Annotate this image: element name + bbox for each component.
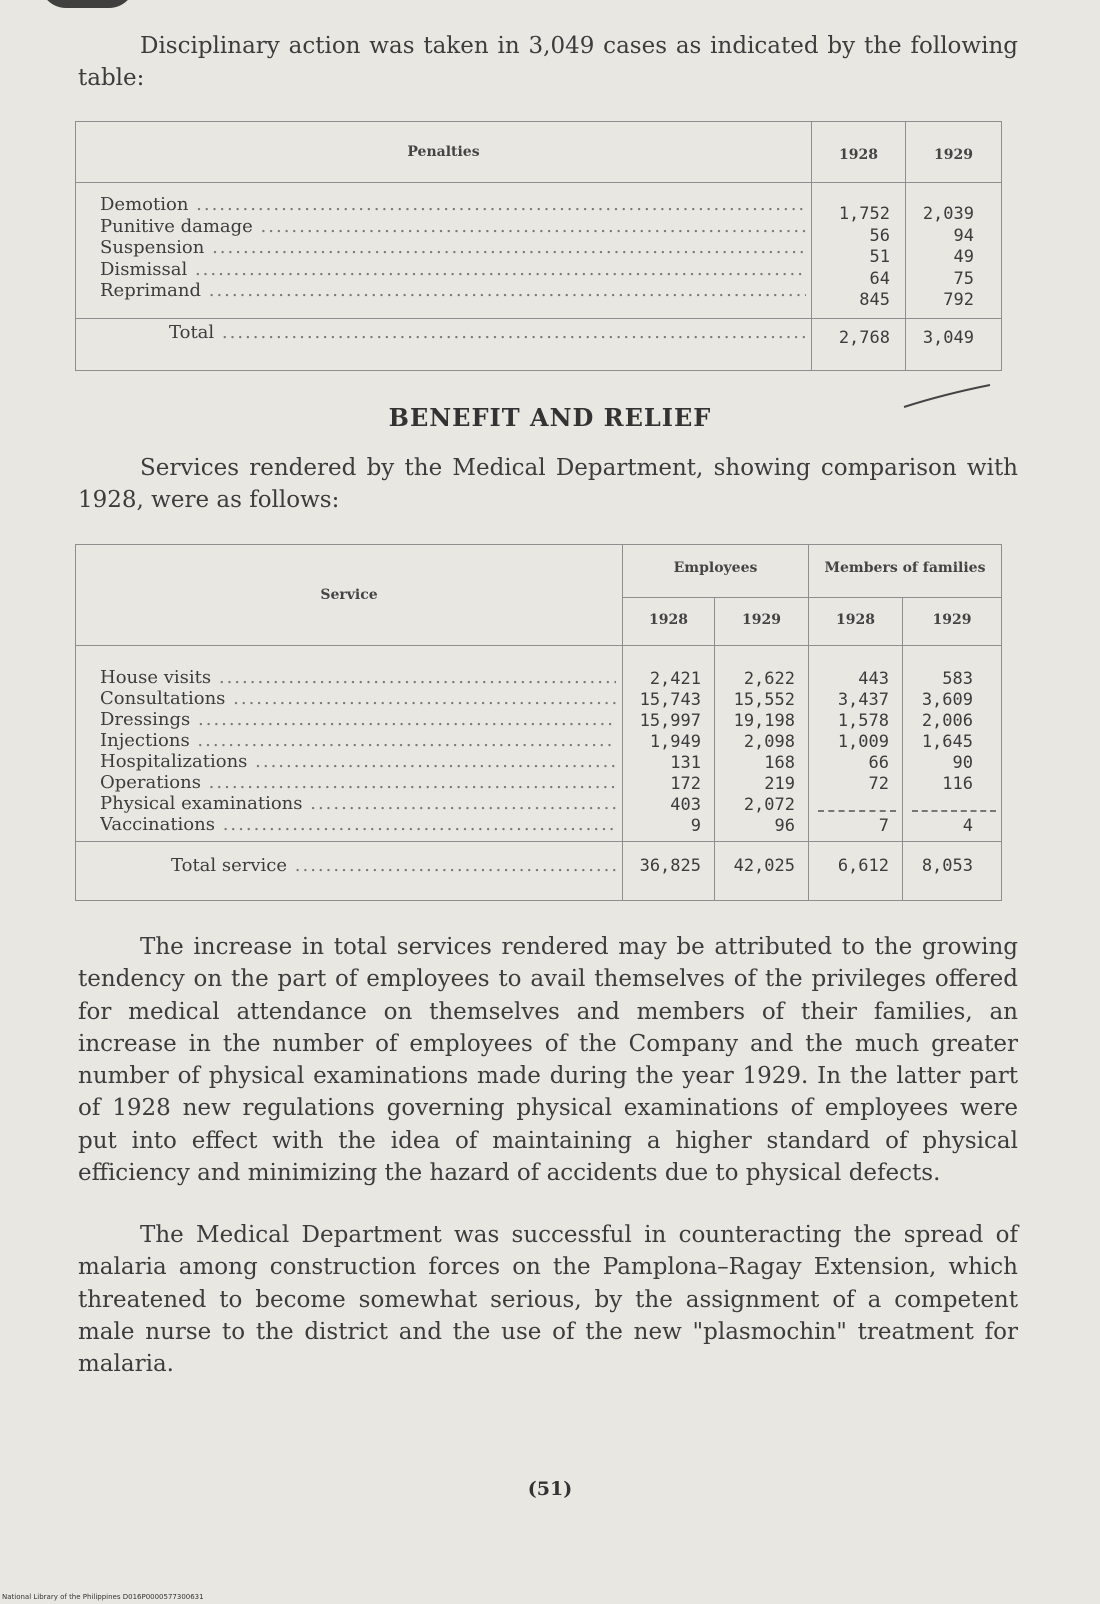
header-employees: Employees (673, 560, 758, 576)
total-1928: 2,768 (838, 328, 890, 348)
cell-value: 583 (942, 669, 973, 689)
cell-value: 56 (869, 225, 890, 246)
header-1928: 1928 (839, 147, 878, 163)
row-label: Punitive damage ..... (100, 216, 806, 238)
total-employees-1929: 42,025 (733, 856, 795, 876)
cell-value: 443 (858, 669, 889, 689)
header-service: Service (320, 587, 378, 603)
cell-value: 2,421 (649, 669, 701, 689)
header-employees-1928: 1928 (649, 612, 688, 628)
total-1929: 3,049 (922, 328, 974, 348)
header-families-1929: 1929 (932, 612, 972, 628)
scan-corner-mark (40, 0, 135, 8)
cell-value: 131 (670, 753, 701, 773)
cell-value: 1,009 (837, 732, 889, 752)
total-label: Total ..... (169, 322, 805, 343)
cell-value: 219 (764, 774, 795, 794)
cell-value: 1,578 (837, 711, 889, 731)
page-number: (51) (527, 1478, 573, 1500)
cell-value: 116 (942, 774, 973, 794)
header-divider (76, 645, 1001, 646)
cell-value: 3,437 (837, 690, 889, 710)
cell-value: 1,752 (838, 204, 890, 224)
total-divider (76, 841, 1001, 842)
cell-value: 2,072 (743, 795, 795, 815)
row-label: House visits ..... (100, 667, 616, 688)
cell-value: 792 (943, 290, 974, 310)
cell-value: 7 (878, 816, 889, 836)
employees-1928-values (623, 669, 701, 837)
penalty-values-1928 (812, 204, 890, 312)
employees-1929-values (715, 669, 795, 837)
row-label: Physical examinations ..... (100, 793, 616, 814)
malaria-paragraph: The Medical Department was successful in counteracting the spread of malaria among construction forces on the Pamplona–Ragay Extension, which threatened to become somewhat serious, by the assignment of a competent male nurse to the district and the use of the new "plasmochin" treatment for malaria. (78, 1222, 1018, 1378)
cell-value: 403 (670, 795, 701, 815)
penalty-values-1929 (906, 204, 974, 312)
empty-cell-dashes (818, 810, 896, 813)
cell-value: 72 (868, 774, 889, 794)
cell-value: 1,645 (921, 732, 973, 752)
header-divider (76, 182, 1001, 183)
cell-value: 90 (952, 753, 973, 773)
header-1929: 1929 (934, 147, 973, 163)
row-label: Demotion ..... (100, 194, 806, 216)
row-label: Consultations ..... (100, 688, 616, 709)
header-penalties: Penalties (407, 144, 480, 160)
cell-value: 2,039 (922, 204, 974, 224)
row-label: Operations ..... (100, 772, 616, 793)
services-intro-paragraph: Services rendered by the Medical Department, showing comparison with 1928, were as follows: (78, 455, 1018, 513)
cell-value: 49 (953, 247, 974, 267)
penalties-table (75, 121, 1002, 371)
cell-value: 66 (868, 753, 889, 773)
cell-value: 96 (774, 816, 795, 836)
cell-value: 1,949 (649, 732, 701, 752)
cell-value: 4 (962, 816, 973, 836)
cell-value: 15,552 (733, 690, 795, 710)
header-members-of-families: Members of families (824, 560, 986, 576)
cell-value: 2,098 (743, 732, 795, 752)
cell-value: 3,609 (921, 690, 973, 710)
cell-value: 15,997 (639, 711, 701, 731)
row-label: Dismissal ..... (100, 259, 806, 281)
increase-paragraph: The increase in total services rendered may be attributed to the growing tendency on the part of employees to avail themselves of the privileges offered for medical attendance on themselves and members of their families, an increase in the number of employees of the Company and the much greater number of physical examinations made during the year 1929. In the latter part of 1928 new regulations governing physical examinations of employees were put into effect with the idea of maintaining a higher standard of physical efficiency and minimizing the hazard of accidents due to physical defects. (78, 934, 1018, 1187)
cell-value: 9 (690, 816, 701, 836)
header-employees-1929: 1929 (742, 612, 781, 628)
header-families-1928: 1928 (836, 612, 875, 628)
row-label: Vaccinations ..... (100, 814, 616, 835)
cell-value: 2,622 (743, 669, 795, 689)
services-table (75, 544, 1002, 901)
total-divider (76, 318, 1001, 319)
total-service-label: Total service ..... (171, 855, 616, 876)
row-label: Dressings ..... (100, 709, 616, 730)
group-header-divider (622, 597, 1001, 598)
total-employees-1928: 36,825 (639, 856, 701, 876)
cell-value: 94 (953, 225, 974, 246)
cell-value: 2,006 (921, 711, 973, 731)
cell-value: 51 (869, 247, 890, 267)
row-label: Hospitalizations ..... (100, 751, 616, 772)
service-labels (100, 667, 616, 835)
section-heading: BENEFIT AND RELIEF (388, 403, 712, 432)
intro-paragraph: Disciplinary action was taken in 3,049 cases as indicated by the following table: (78, 33, 1018, 91)
cell-value: 64 (869, 268, 890, 289)
empty-cell-dashes (912, 810, 996, 813)
cell-value: 75 (953, 268, 974, 289)
row-label: Injections ..... (100, 730, 616, 751)
cell-value: 19,198 (733, 711, 795, 731)
cell-value: 845 (859, 290, 890, 310)
cell-value: 168 (764, 753, 795, 773)
row-label: Suspension ..... (100, 237, 806, 259)
total-families-1929: 8,053 (921, 856, 973, 876)
row-label: Reprimand ..... (100, 280, 806, 302)
cell-value: 172 (670, 774, 701, 794)
cell-value: 15,743 (639, 690, 701, 710)
total-families-1928: 6,612 (837, 856, 889, 876)
scan-footer: National Library of the Philippines D016P0000577300631 (2, 1593, 204, 1601)
penalty-labels (100, 194, 806, 302)
